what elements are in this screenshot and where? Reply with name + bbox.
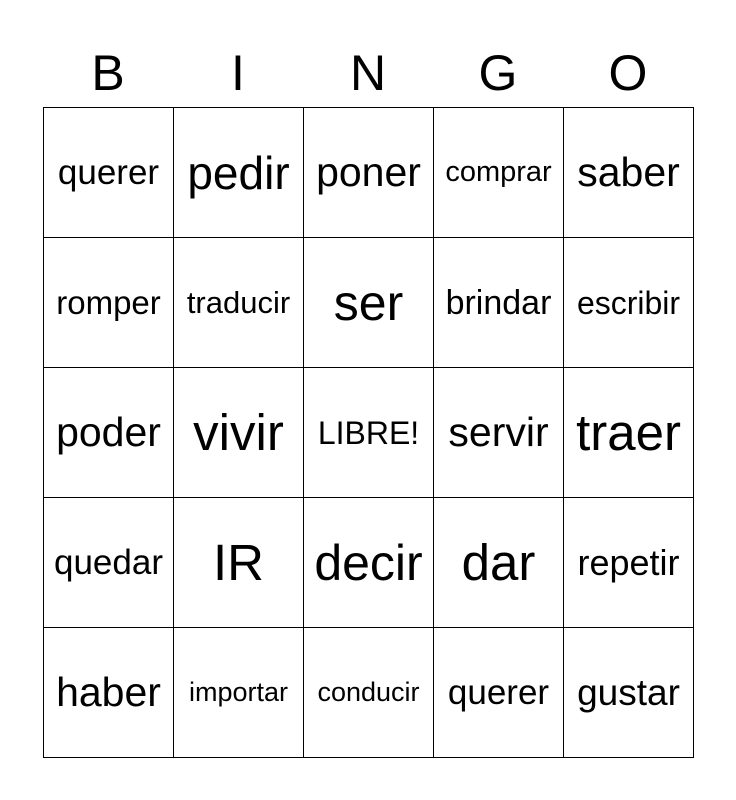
bingo-cell: romper — [44, 238, 174, 368]
header-letter-n: N — [349, 45, 387, 101]
bingo-cell: conducir — [304, 628, 434, 758]
header-letter-g: G — [478, 45, 518, 101]
bingo-cell: importar — [174, 628, 304, 758]
bingo-cell: escribir — [564, 238, 694, 368]
bingo-board — [43, 107, 694, 758]
bingo-cell: poner — [304, 108, 434, 238]
header-letter-i: I — [231, 45, 245, 101]
bingo-cell: servir — [434, 368, 564, 498]
bingo-cell: poder — [44, 368, 174, 498]
bingo-cell: haber — [44, 628, 174, 758]
bingo-cell: quedar — [44, 498, 174, 628]
bingo-cell: saber — [564, 108, 694, 238]
bingo-cell: dar — [434, 498, 564, 628]
bingo-cell: traducir — [174, 238, 304, 368]
free-space-cell: LIBRE! — [304, 368, 434, 498]
bingo-cell: pedir — [174, 108, 304, 238]
bingo-cell: brindar — [434, 238, 564, 368]
bingo-cell: IR — [174, 498, 304, 628]
bingo-cell: querer — [44, 108, 174, 238]
bingo-cell: traer — [564, 368, 694, 498]
bingo-cell: decir — [304, 498, 434, 628]
header-letter-b: B — [91, 45, 125, 101]
bingo-cell: gustar — [564, 628, 694, 758]
bingo-header — [43, 40, 693, 106]
bingo-cell: repetir — [564, 498, 694, 628]
bingo-cell: vivir — [174, 368, 304, 498]
header-letter-o: O — [608, 45, 648, 101]
bingo-cell: ser — [304, 238, 434, 368]
bingo-cell: comprar — [434, 108, 564, 238]
bingo-cell: querer — [434, 628, 564, 758]
